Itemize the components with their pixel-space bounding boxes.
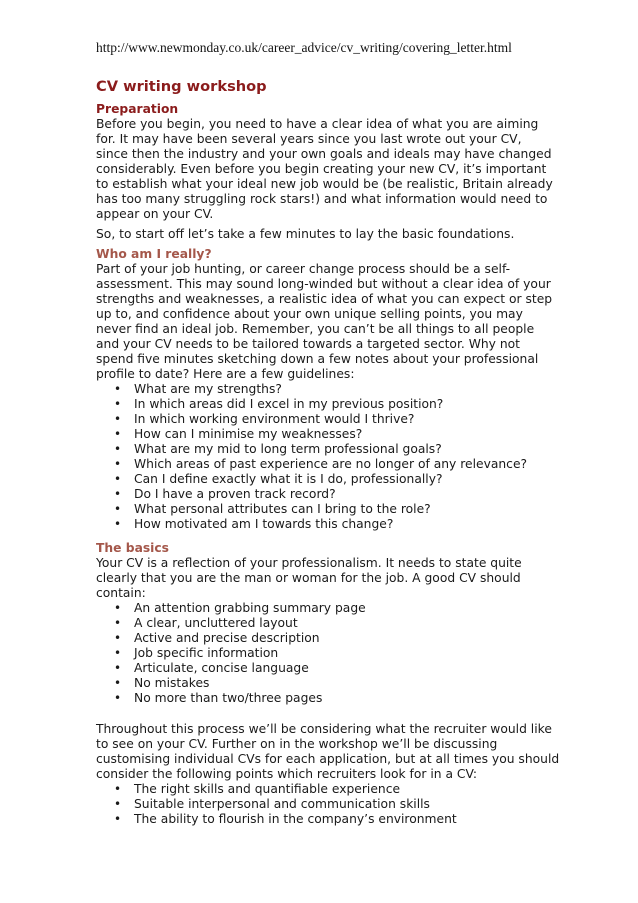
paragraph-line: assessment. This may sound long-winded but without a clear idea of your	[96, 277, 551, 291]
list-item: • Articulate, concise language	[114, 661, 309, 675]
list-item: • In which working environment would I thrive?	[114, 412, 415, 426]
paragraph-line: to establish what your ideal new job would be (be realistic, Britain already	[96, 177, 553, 191]
bullet-icon: •	[114, 427, 122, 441]
list-item: • In which areas did I excel in my previous position?	[114, 397, 444, 411]
paragraph-line: customising individual CVs for each application, but at all times you should	[96, 752, 560, 766]
paragraph-line: clearly that you are the man or woman for the job. A good CV should	[96, 571, 521, 585]
list-item: • Do I have a proven track record?	[114, 487, 336, 501]
section-heading-preparation: Preparation	[96, 102, 179, 116]
list-item: • The ability to flourish in the company’s environment	[114, 812, 457, 826]
basics-bullet-list	[96, 601, 542, 706]
paragraph-line: spend five minutes sketching down a few notes about your professional	[96, 352, 539, 366]
list-item: • What personal attributes can I bring to the role?	[114, 502, 431, 516]
list-item: • No more than two/three pages	[114, 691, 323, 705]
list-item: • Suitable interpersonal and communication skills	[114, 797, 430, 811]
bullet-icon: •	[114, 442, 122, 456]
who-am-i-bullet-list	[96, 382, 542, 532]
section-heading-basics: The basics	[96, 541, 170, 555]
paragraph-line: never find an ideal job. Remember, you can’t be all things to all people	[96, 322, 535, 336]
paragraph-line: Before you begin, you need to have a clear idea of what you are aiming	[96, 117, 539, 131]
bullet-icon: •	[114, 646, 122, 660]
list-item: • What are my mid to long term professional goals?	[114, 442, 442, 456]
recruiter-bullet-list	[96, 782, 542, 827]
paragraph-line: consider the following points which recruiters look for in a CV:	[96, 767, 478, 781]
paragraph-line: Your CV is a reflection of your professionalism. It needs to state quite	[96, 556, 522, 570]
basics-paragraph	[96, 556, 542, 601]
paragraph-line: for. It may have been several years since you last wrote out your CV,	[96, 132, 522, 146]
page-title: CV writing workshop	[96, 78, 267, 95]
bullet-icon: •	[114, 616, 122, 630]
list-item: • How can I minimise my weaknesses?	[114, 427, 363, 441]
paragraph-line: up to, and confidence about your own unique selling points, you may	[96, 307, 523, 321]
preparation-paragraph	[96, 117, 553, 222]
who-am-i-paragraph	[96, 262, 553, 382]
paragraph-line: strengths and weaknesses, a realistic idea of what you can expect or step	[96, 292, 553, 306]
paragraph-line: profile to date? Here are a few guidelines:	[96, 367, 355, 381]
paragraph-line: Part of your job hunting, or career change process should be a self-	[96, 262, 511, 276]
list-item: • How motivated am I towards this change?	[114, 517, 394, 531]
paragraph-line: appear on your CV.	[96, 207, 214, 221]
paragraph-line: contain:	[96, 586, 146, 600]
section-heading-who-am-i: Who am I really?	[96, 247, 212, 261]
list-item: • Which areas of past experience are no longer of any relevance?	[114, 457, 528, 471]
bullet-icon: •	[114, 661, 122, 675]
bullet-icon: •	[114, 812, 122, 826]
list-item: • The right skills and quantifiable experience	[114, 782, 401, 796]
bullet-icon: •	[114, 601, 122, 615]
bullet-icon: •	[114, 412, 122, 426]
bullet-icon: •	[114, 457, 122, 471]
bullet-icon: •	[114, 517, 122, 531]
bullet-icon: •	[114, 382, 122, 396]
bullet-icon: •	[114, 676, 122, 690]
source-url: http://www.newmonday.co.uk/career_advice/cv_writing/covering_letter.html	[96, 40, 512, 55]
list-item: • Job specific information	[114, 646, 279, 660]
recruiter-paragraph	[96, 722, 560, 782]
bullet-icon: •	[114, 797, 122, 811]
bullet-icon: •	[114, 487, 122, 501]
bullet-icon: •	[114, 397, 122, 411]
list-item: • No mistakes	[114, 676, 210, 690]
document-body	[96, 78, 560, 827]
bullet-icon: •	[114, 691, 122, 705]
list-item: • What are my strengths?	[114, 382, 282, 396]
paragraph-line: and your CV needs to be tailored towards a targeted sector. Why not	[96, 337, 520, 351]
bullet-icon: •	[114, 631, 122, 645]
list-item: • Active and precise description	[114, 631, 320, 645]
list-item: • An attention grabbing summary page	[114, 601, 366, 615]
list-item: • A clear, uncluttered layout	[114, 616, 298, 630]
paragraph-line: since then the industry and your own goals and ideals may have changed	[96, 147, 552, 161]
paragraph-line: has too many struggling rock stars!) and what information would need to	[96, 192, 548, 206]
list-item: • Can I define exactly what it is I do, professionally?	[114, 472, 443, 486]
paragraph-line: considerably. Even before you begin creating your new CV, it’s important	[96, 162, 547, 176]
bullet-icon: •	[114, 782, 122, 796]
paragraph-line: Throughout this process we’ll be considering what the recruiter would like	[96, 722, 552, 736]
preparation-followup: So, to start off let’s take a few minutes to lay the basic foundations.	[96, 227, 515, 241]
paragraph-line: to see on your CV. Further on in the workshop we’ll be discussing	[96, 737, 498, 751]
bullet-icon: •	[114, 472, 122, 486]
bullet-icon: •	[114, 502, 122, 516]
